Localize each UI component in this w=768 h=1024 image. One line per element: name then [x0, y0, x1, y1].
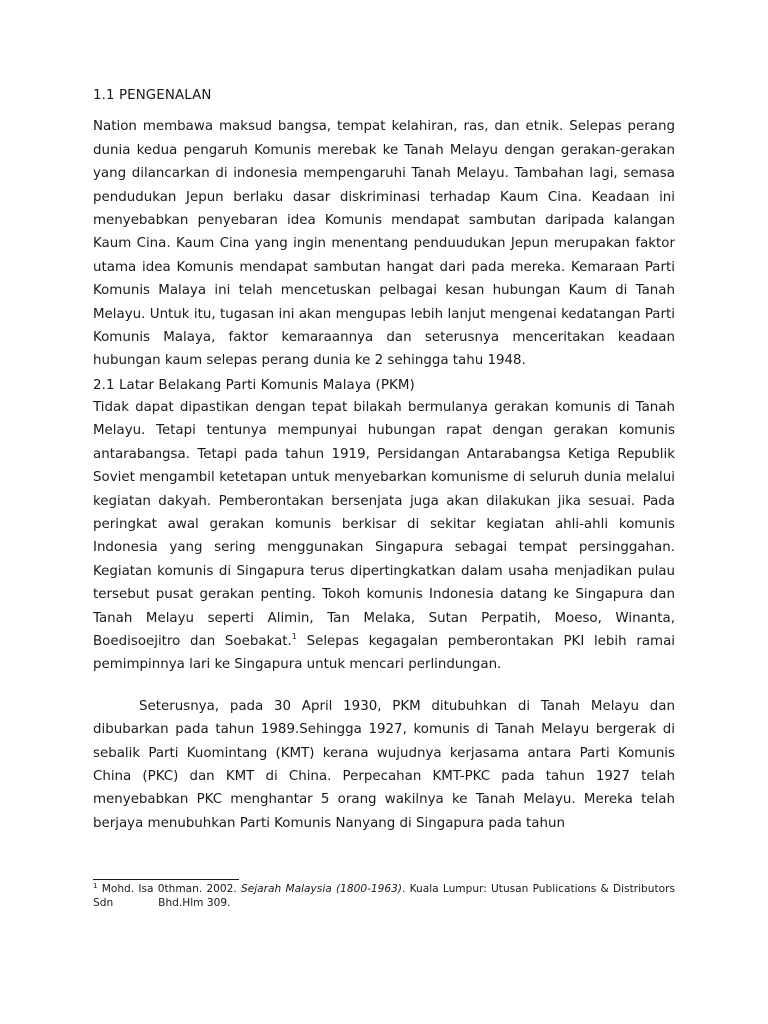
section-2-paragraph-1 [93, 396, 675, 677]
section-2-paragraph-1-text: Tidak dapat dipastikan dengan tepat bilakah bermulanya gerakan komunis di Tanah Melayu. Tetapi tentunya mempunyai hubungan rapat dengan gerakan komunis antarabangsa. Tetapi pada tahun 1919, Persidangan Antarabangsa Ketiga Republik Soviet mengambil ketetapan untuk menyebarkan komunisme di seluruh dunia melalui kegiatan dakyah. Pemberontakan bersenjata juga akan dilakukan jika sesuai. Pada peringkat awal gerakan komunis berkisar di sekitar kegiatan ahli-ahli komunis Indonesia yang sering menggunakan Singapura sebagai tempat persinggahan. Kegiatan komunis di Singapura terus dipertingkatkan dalam usaha menjadikan pulau tersebut pusat gerakan penting. Tokoh komunis Indonesia datang ke Singapura dan Tanah Melayu seperti Alimin, Tan Melaka, Sutan Perpatih, Moeso, Winanta, Boedisoejitro dan Soebakat. [93, 399, 675, 649]
document-body [93, 84, 675, 835]
section-1-heading: 1.1 PENGENALAN [93, 88, 212, 103]
footnote-number: 1 [93, 882, 98, 890]
section-2-heading: 2.1 Latar Belakang Parti Komunis Malaya (PKM) [93, 377, 415, 393]
section-2-paragraph-2: Seterusnya, pada 30 April 1930, PKM ditubuhkan di Tanah Melayu dan dibubarkan pada tahun 1989.Sehingga 1927, komunis di Tanah Melayu bergerak di sebalik Parti Kuomintang (KMT) kerana wujudnya kerjasama antara Parti Komunis China (PKC) dan KMT di China. Perpecahan KMT-PKC pada tahun 1927 telah menyebabkan PKC menghantar 5 orang wakilnya ke Tanah Melayu. Mereka telah berjaya menubuhkan Parti Komunis Nanyang di Singapura pada tahun [93, 698, 675, 831]
section-2-paragraph-1-tail: Selepas kegagalan pemberontakan PKI lebih ramai pemimpinnya lari ke Singapura untuk mencari perlindungan. [93, 633, 676, 673]
footnote-suffix: Bhd.Hlm 309. [158, 897, 231, 909]
footnote-reference[interactable]: 1 [291, 631, 297, 641]
footnote-author: Mohd. Isa 0thman. 2002. [97, 883, 241, 895]
footnote-publisher: . Kuala Lumpur: Utusan Publications & Distributors Sdn [93, 883, 675, 909]
footnote-title: Sejarah Malaysia (1800-1963) [241, 883, 402, 895]
footnote [93, 882, 675, 910]
section-1-paragraph: Nation membawa maksud bangsa, tempat kelahiran, ras, dan etnik. Selepas perang dunia kedua pengaruh Komunis merebak ke Tanah Melayu dengan gerakan-gerakan yang dilancarkan di indonesia mempengaruhi Tanah Melayu. Tambahan lagi, semasa pendudukan Jepun berlaku dasar diskriminasi terhadap Kaum Cina. Keadaan ini menyebabkan penyebaran idea Komunis mendapat sambutan daripada kalangan Kaum Cina. Kaum Cina yang ingin menentang penduudukan Jepun merupakan faktor utama idea Komunis mendapat sambutan hangat dari pada mereka. Kemaraan Parti Komunis Malaya ini telah mencetuskan pelbagai kesan hubungan Kaum di Tanah Melayu. Untuk itu, tugasan ini akan mengupas lebih lanjut mengenai kedatangan Parti Komunis Malaya, faktor kemaraannya dan seterusnya menceritakan keadaan hubungan kaum selepas perang dunia ke 2 sehingga tahu 1948. [93, 119, 675, 369]
footnote-separator [93, 879, 239, 880]
